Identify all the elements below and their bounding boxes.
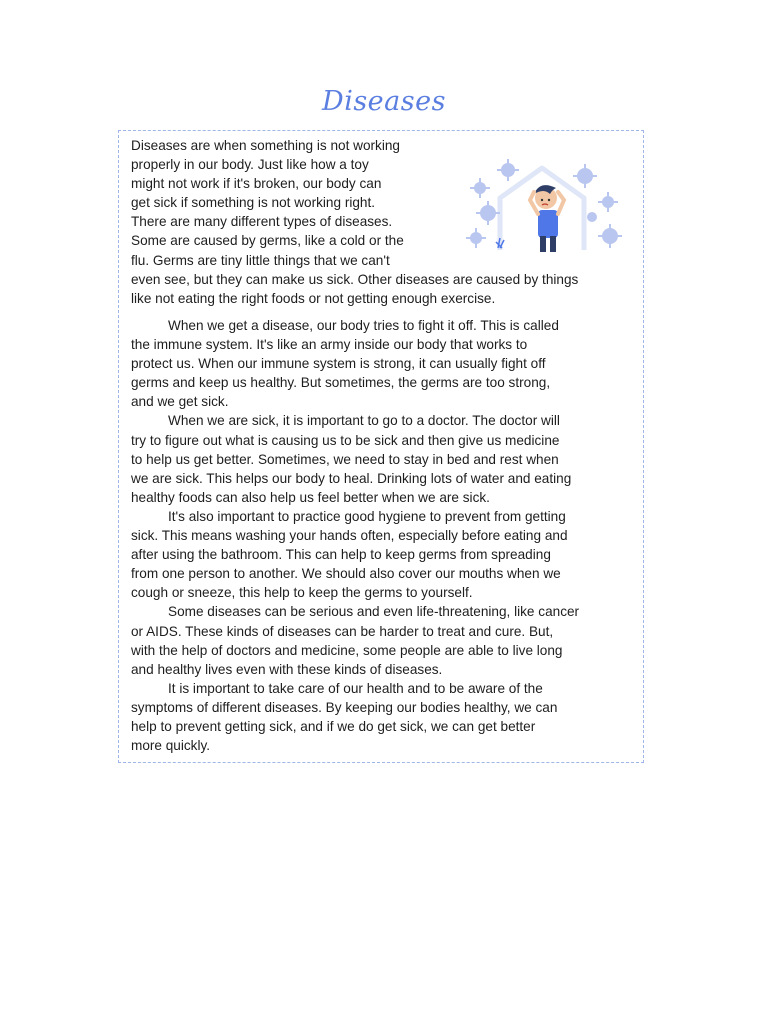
text-line: to help us get better. Sometimes, we need to stay in bed and rest when [131, 451, 559, 467]
page-title: Diseases [322, 86, 446, 117]
text-line: symptoms of different diseases. By keeping our bodies healthy, we can [131, 699, 558, 715]
text-line: and we get sick. [131, 394, 229, 410]
text-line: When we get a disease, our body tries to fight it off. This is called [168, 318, 559, 333]
text-line: the immune system. It's like an army inside our body that works to [131, 337, 528, 353]
text-line: or AIDS. These kinds of diseases can be harder to treat and cure. But, [131, 623, 554, 639]
text-line: flu. Germs are tiny little things that we can't [131, 252, 390, 268]
text-line: get sick if something is not working right. [131, 195, 376, 211]
text-line: protect us. When our immune system is strong, it can usually fight off [131, 356, 546, 372]
text-line: from one person to another. We should also cover our mouths when we [131, 566, 561, 582]
text-line: even see, but they can make us sick. Other diseases are caused by things [131, 271, 579, 287]
body-paragraphs [131, 316, 579, 755]
text-line: properly in our body. Just like how a toy [131, 157, 369, 173]
text-line: Some diseases can be serious and even life-threatening, like cancer [168, 604, 580, 620]
intro-paragraph [131, 136, 578, 308]
text-line: Diseases are when something is not working [131, 138, 400, 153]
text-line: we are sick. This helps our body to heal. Drinking lots of water and eating [131, 470, 572, 486]
text-line: There are many different types of diseases. [131, 214, 393, 230]
text-line: help to prevent getting sick, and if we do get sick, we can get better [131, 718, 536, 734]
text-line: It's also important to practice good hygiene to prevent from getting [168, 508, 566, 524]
text-line: Some are caused by germs, like a cold or the [131, 233, 404, 249]
text-line: It is important to take care of our health and to be aware of the [168, 680, 543, 696]
text-line: after using the bathroom. This can help to keep germs from spreading [131, 547, 551, 563]
text-line: and healthy lives even with these kinds of diseases. [131, 661, 443, 677]
text-line: germs and keep us healthy. But sometimes, the germs are too strong, [131, 375, 551, 391]
text-line: cough or sneeze, this help to keep the germs to yourself. [131, 585, 473, 601]
text-line: with the help of doctors and medicine, some people are able to live long [131, 642, 563, 658]
text-line: sick. This means washing your hands often, especially before eating and [131, 528, 568, 544]
text-line: more quickly. [131, 738, 211, 754]
text-line: like not eating the right foods or not getting enough exercise. [131, 290, 496, 306]
text-line: try to figure out what is causing us to be sick and then give us medicine [131, 432, 560, 448]
text-line: When we are sick, it is important to go to a doctor. The doctor will [168, 413, 560, 429]
text-line: might not work if it's broken, our body can [131, 176, 382, 192]
text-line: healthy foods can also help us feel better when we are sick. [131, 489, 490, 505]
